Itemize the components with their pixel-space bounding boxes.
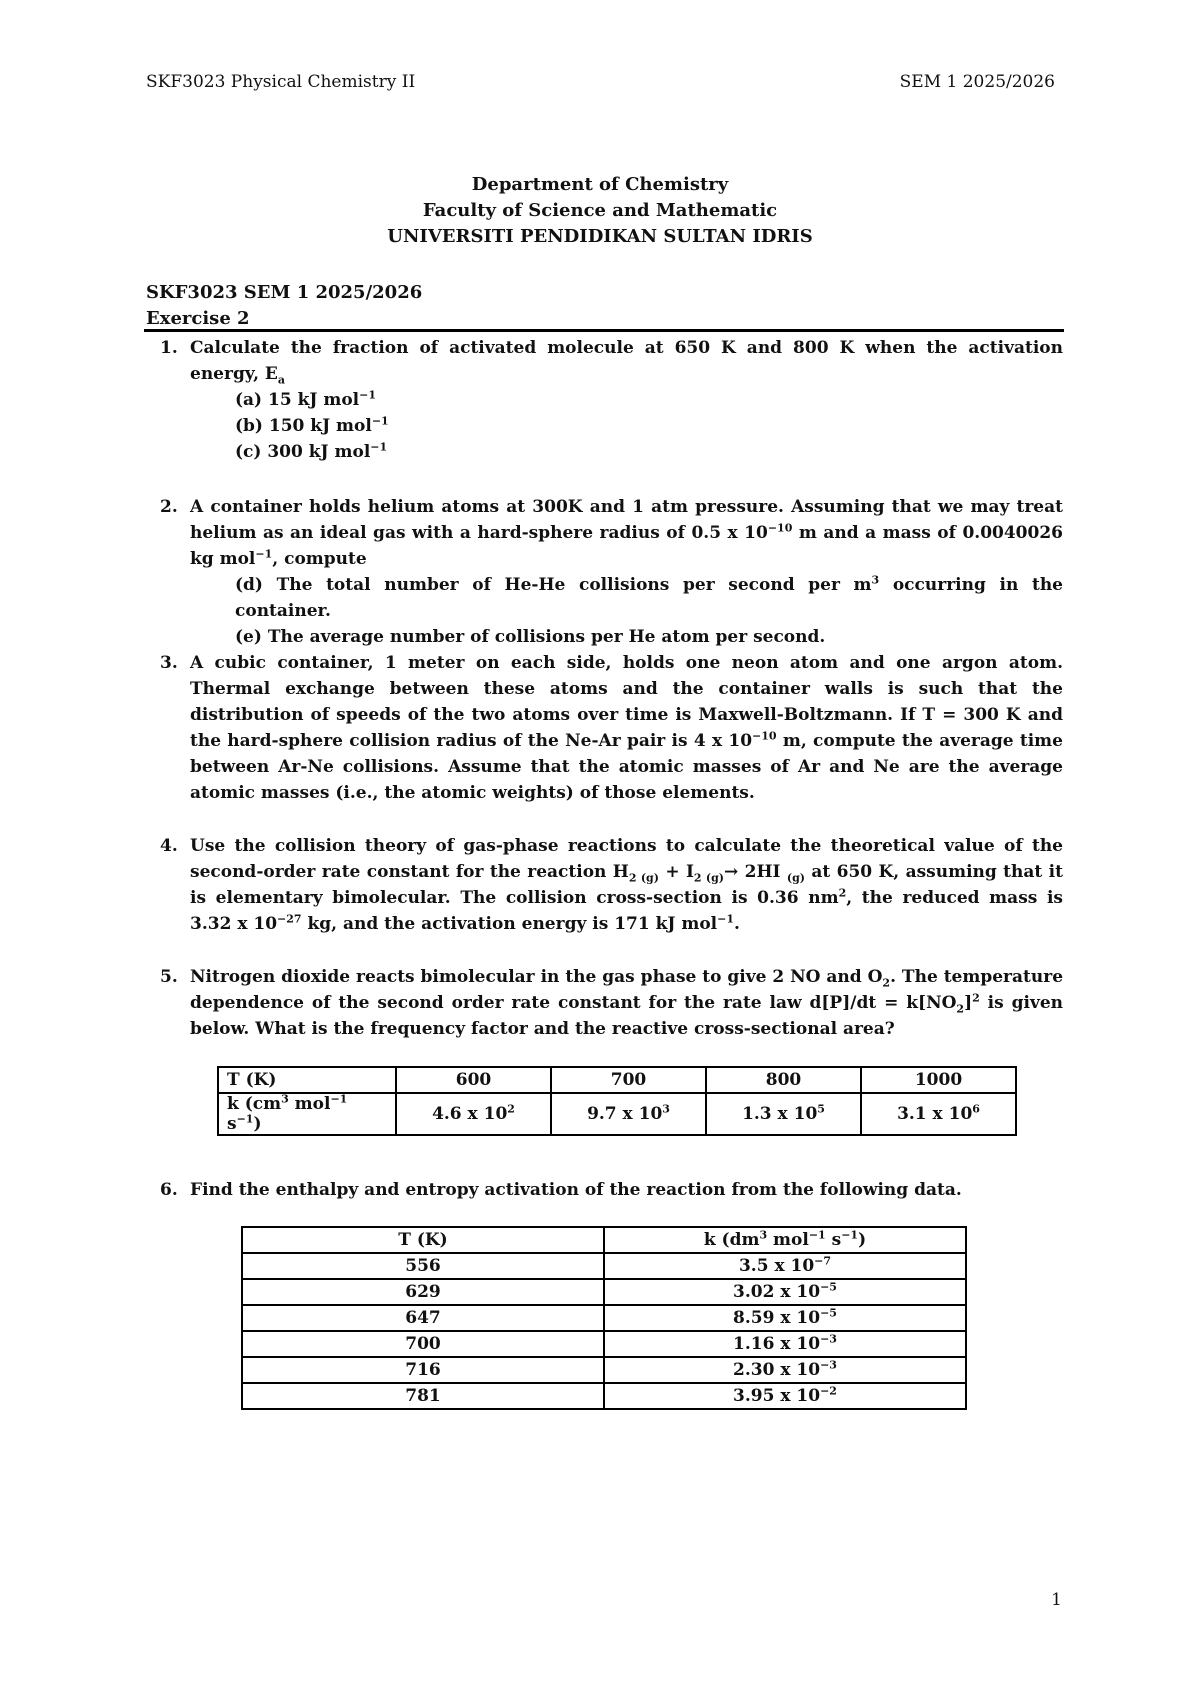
text-run: A cubic container, 1 meter on each side, holds one neon atom and one argon atom. Thermal exchange between these atoms and the container walls is such that the distribution of speeds of the two atoms over time is Maxwell-Boltzmann. If T = 300 K and the hard-sphere collision radius of the Ne-Ar pair is 4 x 10: [190, 653, 1063, 751]
header-course: SKF3023 Physical Chemistry II: [146, 72, 416, 92]
subscript: a: [277, 373, 286, 387]
table-row: [242, 1383, 966, 1409]
course-block: [146, 280, 422, 332]
table-row: [242, 1253, 966, 1279]
text-run: m, compute the average time between Ar-Ne collisions. Assume that the atomic masses of Ar and Ne are the average atomic masses (i.e., the atomic weights) of those elements.: [190, 731, 1063, 803]
text-run: 3.1 x 10: [897, 1104, 973, 1124]
superscript: −1: [359, 388, 376, 402]
text-run: . The temperature dependence of the second order rate constant for the rate law d[P]/dt = k[NO: [190, 967, 1064, 1013]
table-row: [218, 1067, 1016, 1093]
superscript: −1: [841, 1228, 859, 1242]
superscript: −10: [752, 729, 777, 743]
text-run: 3.95 x 10: [733, 1386, 821, 1406]
table-cell: [706, 1093, 861, 1135]
text-run: s: [227, 1114, 237, 1134]
part-a: [190, 387, 1063, 413]
superscript: −2: [820, 1384, 837, 1398]
text-run: (a) 15 kJ mol: [235, 390, 360, 410]
text-run: 3.5 x 10: [738, 1256, 815, 1276]
department-title: Department of Chemistry: [471, 174, 729, 195]
text-run: k (cm: [227, 1094, 282, 1114]
question-6: [160, 1177, 1063, 1203]
table-cell: [604, 1331, 966, 1357]
superscript: −7: [814, 1254, 832, 1268]
question-1: [160, 335, 1063, 465]
subscript: 2 (g): [693, 871, 724, 885]
superscript: 5: [817, 1102, 825, 1116]
question-number: 1.: [160, 338, 178, 358]
text-run: , compute: [272, 549, 367, 569]
part-e: (e) The average number of collisions per He atom per second.: [235, 627, 826, 647]
table-cell: 781: [242, 1383, 604, 1409]
text-run: Find the enthalpy and entropy activation of the reaction from the following data.: [190, 1180, 962, 1200]
superscript: 2: [972, 991, 980, 1005]
superscript: 3: [759, 1228, 768, 1242]
text-run: (b) 150 kJ mol: [235, 416, 372, 436]
subscript: 2: [956, 1002, 965, 1016]
part-c: [190, 439, 1063, 465]
divider: [144, 329, 1064, 332]
superscript: −1: [808, 1228, 826, 1242]
question-number: 6.: [160, 1180, 178, 1200]
university-title: UNIVERSITI PENDIDIKAN SULTAN IDRIS: [387, 226, 813, 247]
superscript: −1: [330, 1092, 348, 1106]
subscript: (g): [786, 871, 805, 885]
text-run: .: [734, 914, 740, 934]
table-row: [242, 1279, 966, 1305]
text-run: 9.7 x 10: [587, 1104, 663, 1124]
table-cell: [396, 1093, 551, 1135]
text-run: ): [253, 1114, 262, 1134]
table-cell: 716: [242, 1357, 604, 1383]
text-run: , the reduced mass is 3.32 x 10: [190, 888, 1064, 934]
superscript: 2: [507, 1102, 515, 1116]
faculty-title: Faculty of Science and Mathematic: [422, 200, 778, 221]
table-cell: [861, 1093, 1016, 1135]
superscript: 3: [871, 573, 880, 587]
table-header-cell: T (K): [218, 1067, 396, 1093]
text-run: + I: [658, 862, 694, 882]
superscript: −3: [820, 1332, 837, 1346]
table-cell: 1000: [861, 1067, 1016, 1093]
text-run: 2.30 x 10: [733, 1360, 821, 1380]
question-text: Calculate the fraction of activated molecule at 650 K and 800 K when the activation energy, E: [190, 338, 1063, 384]
text-run: 8.59 x 10: [733, 1308, 821, 1328]
table-cell: [604, 1305, 966, 1331]
table-cell: [604, 1383, 966, 1409]
table-header-cell: T (K): [242, 1227, 604, 1253]
text-run: → 2HI: [723, 862, 787, 882]
table-header-cell: [218, 1093, 396, 1135]
table-cell: 647: [242, 1305, 604, 1331]
text-run: mol: [288, 1094, 331, 1114]
table-cell: [604, 1279, 966, 1305]
table-cell: [604, 1253, 966, 1279]
superscript: −5: [820, 1306, 837, 1320]
header-semester: SEM 1 2025/2026: [899, 72, 1055, 92]
subscript: 2 (g): [628, 871, 659, 885]
question-number: 3.: [160, 653, 178, 673]
question-2: [160, 494, 1063, 650]
superscript: −27: [277, 912, 302, 926]
superscript: 2: [838, 886, 847, 900]
table-cell: [551, 1093, 706, 1135]
text-run: m and a mass of 0.0040026 kg mol: [190, 523, 1063, 569]
table-row: [242, 1305, 966, 1331]
question-5: [160, 964, 1064, 1042]
text-run: (d) The total number of He-He collisions per second per m: [235, 575, 872, 595]
text-run: 4.6 x 10: [432, 1104, 508, 1124]
text-run: 3.02 x 10: [733, 1282, 821, 1302]
text-run: s: [825, 1230, 842, 1250]
subscript: 2: [882, 976, 891, 990]
superscript: 3: [662, 1102, 670, 1116]
table-row: [218, 1093, 1016, 1135]
activation-data-table: [241, 1226, 967, 1410]
question-3: [160, 650, 1063, 806]
text-run: Use the collision theory of gas-phase reactions to calculate the theoretical value of the second-order rate constant for the reaction H: [190, 836, 1063, 882]
table-header-cell: [604, 1227, 966, 1253]
table-cell: [604, 1357, 966, 1383]
superscript: −1: [717, 912, 735, 926]
question-number: 4.: [160, 836, 178, 856]
page-number: 1: [1051, 1590, 1062, 1610]
text-run: 1.3 x 10: [742, 1104, 818, 1124]
text-run: (c) 300 kJ mol: [235, 442, 371, 462]
superscript: −1: [236, 1112, 254, 1126]
superscript: −3: [820, 1358, 837, 1372]
exercise-title: Exercise 2: [146, 308, 250, 329]
superscript: −1: [370, 440, 388, 454]
text-run: Nitrogen dioxide reacts bimolecular in the gas phase to give 2 NO and O: [190, 967, 883, 987]
part-d: [190, 572, 1063, 624]
superscript: 3: [281, 1092, 289, 1106]
table-cell: 700: [551, 1067, 706, 1093]
table-row: [242, 1331, 966, 1357]
superscript: −10: [767, 521, 793, 535]
superscript: −1: [371, 414, 389, 428]
table-row: [242, 1357, 966, 1383]
text-run: A container holds helium atoms at 300K and 1 atm pressure. Assuming that we may treat helium as an ideal gas with a hard-sphere radius of 0.5 x 10: [190, 497, 1063, 543]
table-cell: 600: [396, 1067, 551, 1093]
text-run: is given below. What is the frequency factor and the reactive cross-sectional area?: [190, 993, 1063, 1039]
table-row: [242, 1227, 966, 1253]
question-4: [160, 833, 1064, 937]
text-run: mol: [767, 1230, 809, 1250]
text-run: at 650 K, assuming that it is elementary bimolecular. The collision cross-section is 0.36 nm: [190, 862, 1063, 908]
text-run: ]: [964, 993, 973, 1013]
rate-constant-table: [217, 1066, 1017, 1136]
text-run: kg, and the activation energy is 171 kJ mol: [301, 914, 718, 934]
text-run: k (dm: [703, 1230, 760, 1250]
text-run: ): [858, 1230, 867, 1250]
table-cell: 556: [242, 1253, 604, 1279]
table-cell: 629: [242, 1279, 604, 1305]
superscript: −5: [820, 1280, 837, 1294]
question-number: 2.: [160, 497, 178, 517]
question-number: 5.: [160, 967, 178, 987]
table-cell: 700: [242, 1331, 604, 1357]
table-cell: 800: [706, 1067, 861, 1093]
text-run: 1.16 x 10: [733, 1334, 821, 1354]
part-b: [190, 413, 1063, 439]
superscript: 6: [972, 1102, 980, 1116]
course-code: SKF3023 SEM 1 2025/2026: [146, 282, 423, 303]
superscript: −1: [255, 547, 273, 561]
text-run: occurring in the container.: [235, 575, 1063, 621]
